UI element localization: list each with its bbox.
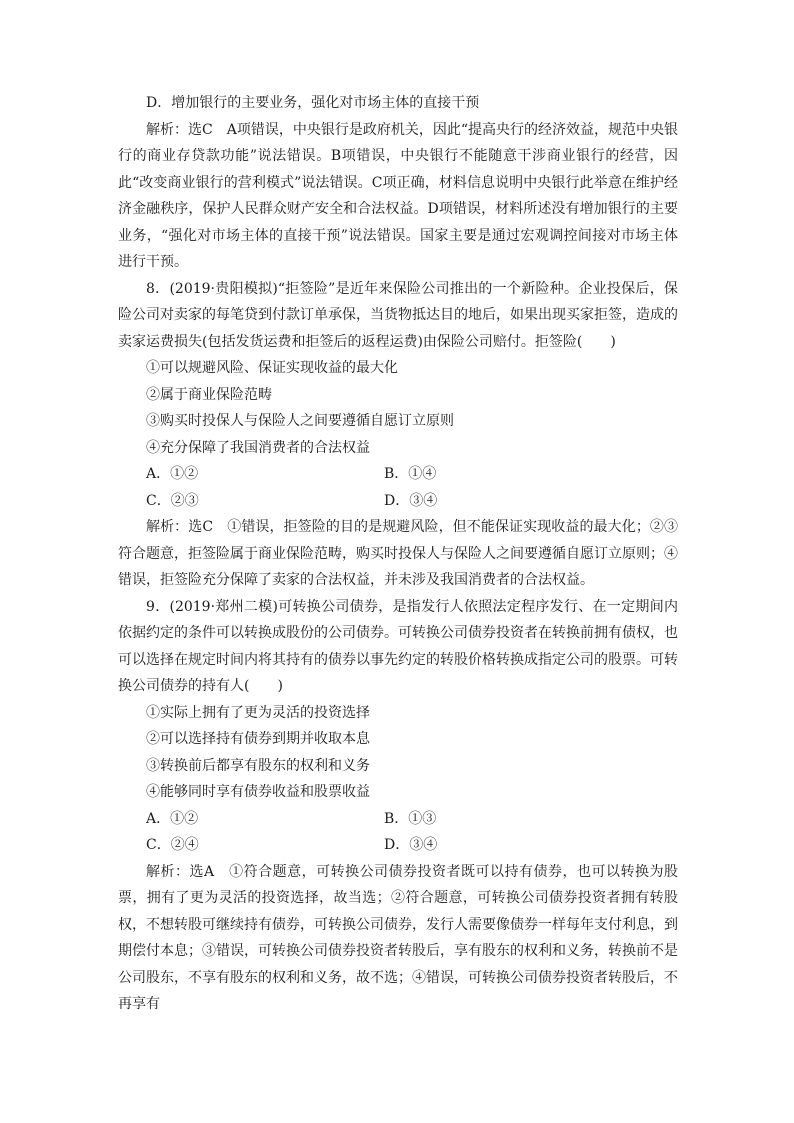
q8-option-d: D．③④ <box>384 492 438 509</box>
q8-item-2: ②属于商业保险范畴 <box>146 386 272 403</box>
q9-option-a: A．①② <box>146 810 199 827</box>
q8-item-1: ①可以规避风险、保证实现收益的最大化 <box>146 360 398 376</box>
q8-item-4: ④充分保障了我国消费者的合法权益 <box>146 439 370 456</box>
q7-option-d: D．增加银行的主要业务，强化对市场主体的直接干预 <box>146 95 480 111</box>
q8-option-b: B．①④ <box>384 466 437 482</box>
q9-item-2: ②可以选择持有债券到期并收取本息 <box>146 731 370 747</box>
q8-item-3: ③购买时投保人与保险人之间要遵循自愿订立原则 <box>146 413 454 429</box>
page-content <box>118 90 678 1018</box>
q9-item-1: ①实际上拥有了更为灵活的投资选择 <box>146 704 370 721</box>
q9-options-row-2 <box>118 832 678 859</box>
q7-analysis: 解析：选C A项错误，中央银行是政府机关，因此“提高央行的经济效益，规范中央银行的商业存贷款功能”说法错误。B项错误，中央银行不能随意干涉商业银行的经营，因此“改变商业银行的营利模式”说法错误。C项正确，材料信息说明中央银行此举意在维护经济金融秩序，保护人民群众财产安全和合法权益。D项错误，材料所述没有增加银行的主要业务，“强化对市场主体的直接干预”说法错误。国家主要是通过宏观调控间接对市场主体进行干预。 <box>118 121 678 270</box>
q8-options-row-2 <box>118 488 678 515</box>
q8-analysis: 解析：选C ①错误，拒签险的目的是规避风险，但不能保证实现收益的最大化；②③符合题意，拒签险属于商业保险范畴，购买时投保人与保险人之间要遵循自愿订立原则；④错误，拒签险充分保障了卖家的合法权益，并未涉及我国消费者的合法权益。 <box>118 519 678 588</box>
q9-option-b: B．①③ <box>384 810 437 827</box>
q9-analysis: 解析：选A ①符合题意，可转换公司债券投资者既可以持有债券，也可以转换为股票，拥有了更为灵活的投资选择，故当选；②符合题意，可转换公司债券投资者拥有转股权，不想转股可继续持有债券，可转换公司债券，发行人需要像债券一样每年支付利息，到期偿付本息；③错误，可转换公司债券投资者转股后，享有股东的权利和义务，转换前不是公司股东，不享有股东的权利和义务，故不选；④错误，可转换公司债券投资者转股后，不再享有 <box>118 863 678 1012</box>
q8-option-a: A．①② <box>146 466 199 482</box>
q8-stem: 8．(2019·贵阳模拟)“拒签险”是近年来保险公司推出的一个新险种。企业投保后，保险公司对卖家的每笔贷到付款订单承保，当货物抵达目的地后，如果出现买家拒签，造成的卖家运费损失(包括发货运费和拒签后的返程运费)由保险公司赔付。拒签险( ) <box>118 280 678 350</box>
q9-option-d: D．③④ <box>384 837 438 853</box>
q9-option-c: C．②④ <box>146 837 199 853</box>
q9-stem: 9．(2019·郑州二模)可转换公司债券，是指发行人依照法定程序发行、在一定期间内依据约定的条件可以转换成股份的公司债券。可转换公司债券投资者在转换前拥有债权，也可以选择在规定时间内将其持有的债券以事先约定的转股价格转换成指定公司的股票。可转换公司债券的持有人( ) <box>118 598 678 694</box>
q8-option-c: C．②③ <box>146 492 199 509</box>
q9-item-3: ③转换前后都享有股东的权利和义务 <box>146 757 370 774</box>
q9-item-4: ④能够同时享有债券收益和股票收益 <box>146 784 370 800</box>
q9-options-row-1 <box>118 806 678 833</box>
q8-options-row-1 <box>118 461 678 488</box>
